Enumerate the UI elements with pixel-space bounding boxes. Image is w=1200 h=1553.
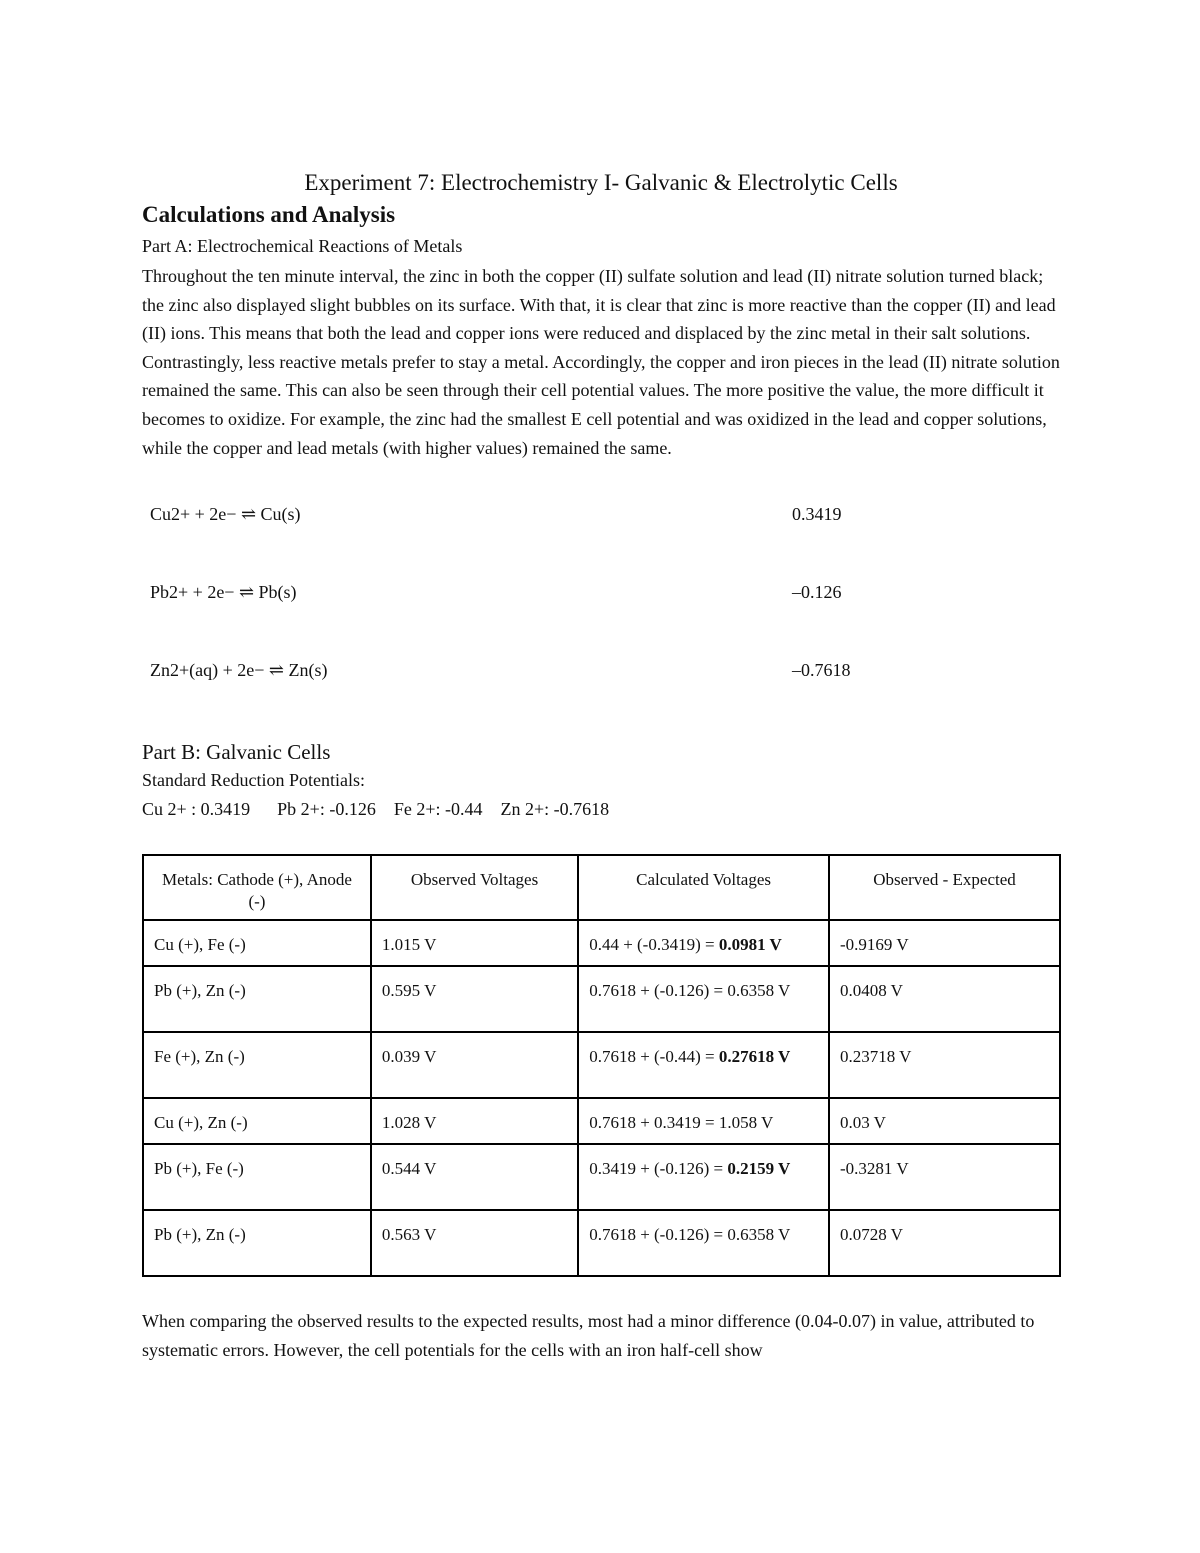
cell-calculated xyxy=(578,920,829,966)
half-reaction-equation: Pb2+ + 2e− ⇌ Pb(s) xyxy=(150,582,297,603)
header-observed: Observed Voltages xyxy=(371,855,578,920)
cell-calculated xyxy=(578,1032,829,1098)
table-row xyxy=(143,1032,1060,1098)
cell-observed: 1.028 V xyxy=(371,1098,578,1144)
table-row xyxy=(143,920,1060,966)
cell-difference: -0.9169 V xyxy=(829,920,1060,966)
calc-expression: 0.7618 + (-0.44) = xyxy=(589,1047,719,1067)
cell-calculated xyxy=(578,1098,829,1144)
header-metals: Metals: Cathode (+), Anode (-) xyxy=(143,855,371,920)
cell-metals: Cu (+), Zn (-) xyxy=(143,1098,371,1144)
calc-expression: 0.7618 + 0.3419 = 1.058 V xyxy=(589,1113,774,1133)
part-a-paragraph: Throughout the ten minute interval, the zinc in both the copper (II) sulfate solution and lead (II) nitrate solution turned black; the zinc also displayed slight bubbles on its surface. With that, it is clear that zinc is more reactive than the copper (II) and lead (II) ions. This means that both the lead and copper ions were reduced and displaced by the zinc metal in their salt solutions. Contrastingly, less reactive metals prefer to stay a metal. Accordingly, the copper and iron pieces in the lead (II) nitrate solution remained the same. This can also be seen through their cell potential values. The more positive the value, the more difficult it becomes to oxidize. For example, the zinc had the smallest E cell potential and was oxidized in the lead and copper solutions, while the copper and lead metals (with higher values) remained the same. xyxy=(142,266,1060,458)
closing-paragraph: When comparing the observed results to the expected results, most had a minor difference (0.04-0.07) in value, attributed to systematic errors. However, the cell potentials for the cells with an iron half-cell show xyxy=(142,1311,1035,1360)
table-body xyxy=(143,920,1060,1276)
part-a-label: Part A: Electrochemical Reactions of Metals xyxy=(142,236,463,256)
calc-result: 0.27618 V xyxy=(718,1047,791,1067)
header-calculated: Calculated Voltages xyxy=(578,855,829,920)
header-difference: Observed - Expected xyxy=(829,855,1060,920)
cell-difference: 0.03 V xyxy=(829,1098,1060,1144)
standard-potentials-line: Cu 2+ : 0.3419 Pb 2+: -0.126 Fe 2+: -0.44 Zn 2+: -0.7618 xyxy=(142,799,610,820)
half-reaction-row xyxy=(142,504,1060,582)
calc-expression: 0.7618 + (-0.126) = 0.6358 V xyxy=(589,1225,791,1245)
half-reaction-equation: Cu2+ + 2e− ⇌ Cu(s) xyxy=(150,504,301,525)
cell-observed: 0.544 V xyxy=(371,1144,578,1210)
half-reaction-row xyxy=(142,660,1060,738)
table-row xyxy=(143,1098,1060,1144)
table-row xyxy=(143,966,1060,1032)
half-reaction-potential: –0.7618 xyxy=(792,660,851,681)
cell-observed: 1.015 V xyxy=(371,920,578,966)
cell-difference: -0.3281 V xyxy=(829,1144,1060,1210)
cell-observed: 0.039 V xyxy=(371,1032,578,1098)
half-reaction-potential: –0.126 xyxy=(792,582,842,603)
cell-observed: 0.595 V xyxy=(371,966,578,1032)
calc-expression: 0.7618 + (-0.126) = 0.6358 V xyxy=(589,981,791,1001)
half-reaction-list xyxy=(142,504,1060,738)
half-reaction-row xyxy=(142,582,1060,660)
table-row xyxy=(143,1144,1060,1210)
half-reaction-potential: 0.3419 xyxy=(792,504,842,525)
cell-difference: 0.0408 V xyxy=(829,966,1060,1032)
cell-metals: Fe (+), Zn (-) xyxy=(143,1032,371,1098)
table-row xyxy=(143,1210,1060,1276)
table-header-row xyxy=(143,855,1060,920)
cell-calculated xyxy=(578,1210,829,1276)
cell-metals: Pb (+), Zn (-) xyxy=(143,966,371,1032)
section-heading: Calculations and Analysis xyxy=(142,202,396,227)
cell-calculated xyxy=(578,966,829,1032)
calc-expression: 0.44 + (-0.3419) = xyxy=(589,935,719,955)
part-b-heading: Part B: Galvanic Cells xyxy=(142,740,331,765)
cell-calculated xyxy=(578,1144,829,1210)
cell-metals: Cu (+), Fe (-) xyxy=(143,920,371,966)
calc-result: 0.0981 V xyxy=(718,935,782,955)
part-b-subheading: Standard Reduction Potentials: xyxy=(142,770,365,791)
cell-metals: Pb (+), Fe (-) xyxy=(143,1144,371,1210)
document-title: Experiment 7: Electrochemistry I- Galvanic & Electrolytic Cells xyxy=(304,170,898,195)
document-page xyxy=(142,170,1060,1364)
calc-result: 0.2159 V xyxy=(727,1159,791,1179)
cell-difference: 0.23718 V xyxy=(829,1032,1060,1098)
cell-difference: 0.0728 V xyxy=(829,1210,1060,1276)
half-reaction-equation: Zn2+(aq) + 2e− ⇌ Zn(s) xyxy=(150,660,328,681)
cell-observed: 0.563 V xyxy=(371,1210,578,1276)
cell-metals: Pb (+), Zn (-) xyxy=(143,1210,371,1276)
galvanic-cells-table xyxy=(142,854,1061,1277)
calc-expression: 0.3419 + (-0.126) = xyxy=(589,1159,728,1179)
